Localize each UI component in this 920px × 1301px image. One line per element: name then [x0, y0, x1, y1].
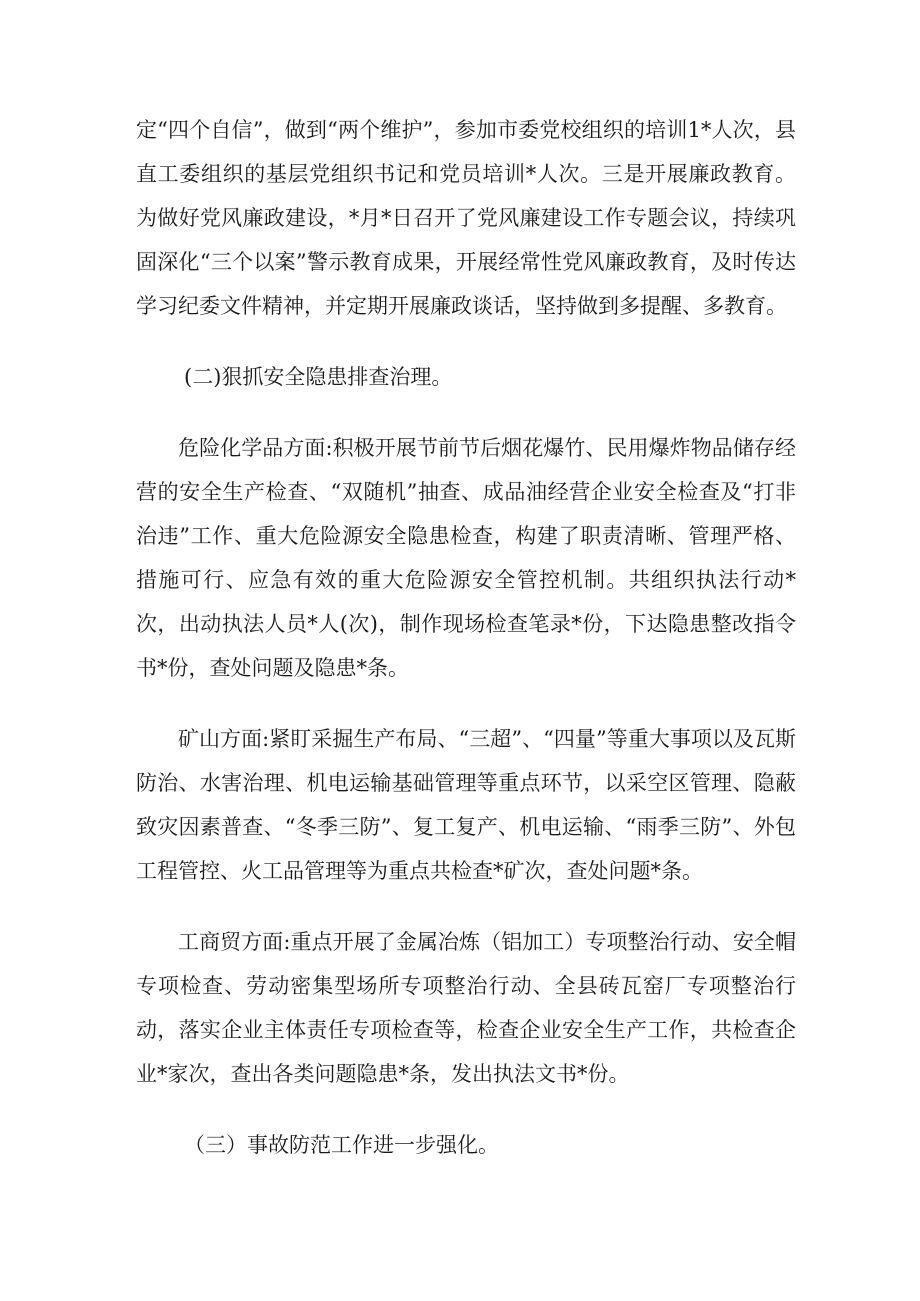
section-heading-2: (二)狠抓安全隐患排查治理。 [184, 365, 453, 389]
paragraph-hazardous-chemicals: 危险化学品方面:积极开展节前节后烟花爆竹、民用爆炸物品储存经营的安全生产检查、“双随机”抽查、成品油经营企业安全检查及“打非治违”工作、重大危险源安全隐患检查，构建了职责清晰、管理严格、措施可行、应急有效的重大危险源安全管控机制。共组织执法行动*次，出动执法人员*人(次)，制作现场检查笔录*份，下达隐患整改指令书*份，查处问题及隐患*条。 [136, 436, 796, 680]
document-body [136, 108, 796, 1194]
paragraph-industry-trade: 工商贸方面:重点开展了金属冶炼（铝加工）专项整治行动、安全帽专项检查、劳动密集型场所专项整治行动、全县砖瓦窑厂专项整治行动，落实企业主体责任专项检查等，检查企业安全生产工作，共检查企业*家次，查出各类问题隐患*条，发出执法文书*份。 [136, 930, 796, 1086]
paragraph-continuation: 定“四个自信”，做到“两个维护”，参加市委党校组织的培训1*人次，县直工委组织的基层党组织书记和党员培训*人次。三是开展廉政教育。为做好党风廉政建设，*月*日召开了党风廉建设工作专题会议，持续巩固深化“三个以案”警示教育成果，开展经常性党风廉政教育，及时传达学习纪委文件精神，并定期开展廉政谈话，坚持做到多提醒、多教育。 [136, 118, 796, 318]
section-heading-3: （三）事故防范工作进一步强化。 [184, 1133, 499, 1157]
paragraph-mining: 矿山方面:紧盯采掘生产布局、“三超”、“四量”等重大事项以及瓦斯防治、水害治理、机电运输基础管理等重点环节，以采空区管理、隐蔽致灾因素普查、“冬季三防”、复工复产、机电运输、“雨季三防”、外包工程管控、火工品管理等为重点共检查*矿次，查处问题*条。 [136, 727, 796, 883]
